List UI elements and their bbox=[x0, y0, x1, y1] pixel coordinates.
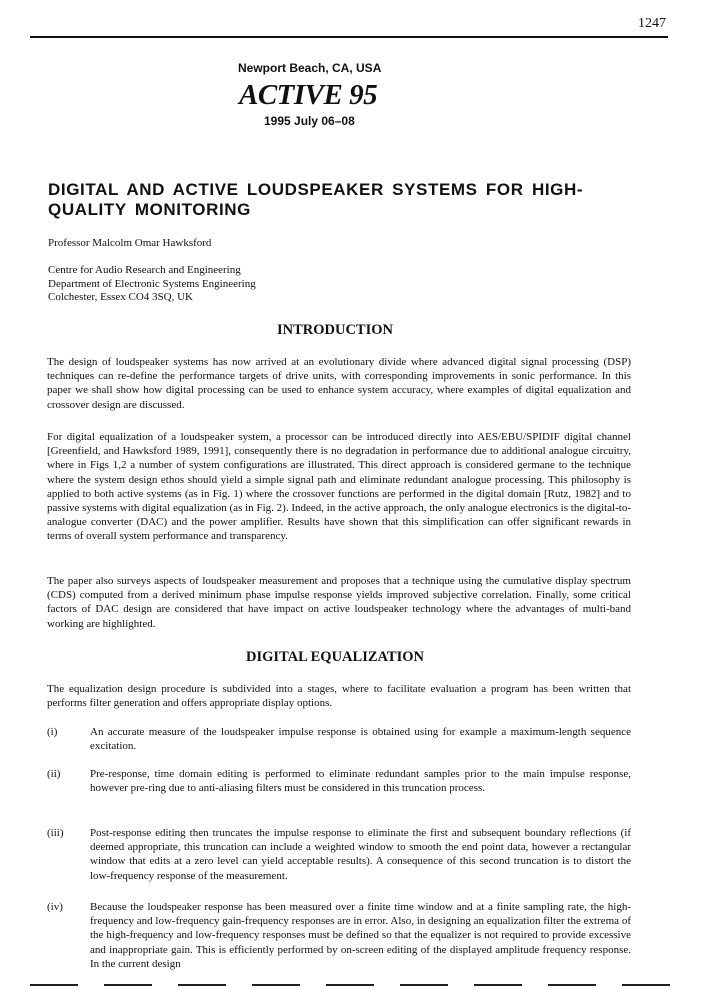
conference-venue: Newport Beach, CA, USA bbox=[238, 61, 382, 75]
paragraph: The paper also surveys aspects of loudspeaker measurement and proposes that a technique using the cumulative display spectrum (CDS) computed from a derived minimum phase impulse response yields improved subjective correlation. Finally, some critical factors of DAC design are considered that have impact on active loudspeaker technology where the advantages of multi-band working are highlighted. bbox=[47, 575, 631, 630]
conference-dates: 1995 July 06–08 bbox=[264, 114, 355, 128]
page-number: 1247 bbox=[638, 16, 666, 31]
author-affiliation bbox=[48, 264, 256, 305]
affiliation-line: Colchester, Essex CO4 3SQ, UK bbox=[48, 291, 193, 303]
footer-dashed-rule bbox=[30, 984, 670, 986]
list-item-text: Post-response editing then truncates the impulse response to eliminate the first and subsequent boundary reflections (if deemed appropriate, this truncation can include a weighted window to smooth the end point data, however a rectangular window that edits at a zero level can yield acceptable results). A consequence of this second truncation is to distort the low-frequency response of the measurement. bbox=[90, 827, 631, 882]
section-heading-introduction: INTRODUCTION bbox=[276, 322, 393, 338]
list-item-number: (iii) bbox=[47, 827, 64, 839]
affiliation-line: Department of Electronic Systems Engineering bbox=[48, 277, 256, 290]
list-item-text: Because the loudspeaker response has been measured over a finite time window and at a finite sampling rate, the high-frequency and low-frequency gain-frequency responses are in error. Also, in designing an equalization filter the extrema of the high-frequency and low-frequency responses must be defined so that the equalizer is not required to provide excessive and inappropriate gain. This is efficiently performed by on-screen editing of the displayed amplitude frequency response. In the current design bbox=[90, 901, 631, 970]
list-item-number: (ii) bbox=[47, 768, 61, 780]
header-rule bbox=[30, 36, 668, 38]
list-item-text: Pre-response, time domain editing is performed to eliminate redundant samples prior to the main impulse response, however pre-ring due to anti-aliasing filters must be considered in this truncation process. bbox=[90, 768, 631, 795]
paragraph: For digital equalization of a loudspeaker system, a processor can be introduced directly into AES/EBU/SPIDIF digital channel [Greenfield, and Hawksford 1989, 1991], consequently there is no degradation in performance due to additional analogue circuitry, where in Figs 1,2 a number of system configurations are illustrated. This direct approach is considered germane to the technique where the system design ethos should yield a simple signal path and eliminate redundant analogue processing. This philosophy is applied to both active systems (as in Fig. 1) where the crossover functions are performed in the digital domain [Rutz, 1982] and to passive systems with digital equalization (as in Fig. 2). Indeed, in the active approach, the only analogue electronics is the digital-to-analogue converter (DAC) and the power amplifier. Results have shown that this simplification can offer significant rewards in terms of overall system performance and transparency. bbox=[47, 431, 631, 543]
paper-title: DIGITAL AND ACTIVE LOUDSPEAKER SYSTEMS FOR HIGH-QUALITY MONITORING bbox=[48, 180, 584, 219]
list-item-number: (iv) bbox=[47, 901, 63, 913]
affiliation-line: Centre for Audio Research and Engineering bbox=[48, 264, 241, 276]
conference-name: ACTIVE 95 bbox=[239, 79, 378, 111]
list-item-text: An accurate measure of the loudspeaker impulse response is obtained using for example a maximum-length sequence excitation. bbox=[90, 726, 631, 753]
paragraph: The equalization design procedure is subdivided into a stages, where to facilitate evaluation a program has been written that performs filter generation and offers appropriate display options. bbox=[47, 683, 631, 710]
author-name: Professor Malcolm Omar Hawksford bbox=[48, 237, 212, 249]
list-item-number: (i) bbox=[47, 726, 58, 738]
paragraph: The design of loudspeaker systems has now arrived at an evolutionary divide where advanced digital signal processing (DSP) techniques can re-define the performance targets of drive units, with corresponding improvements in sonic performance. In this paper we shall show how digital processing can be used to enhance system accuracy, where examples of digital equalization and crossover design are discussed. bbox=[47, 356, 631, 411]
section-heading-digital-equalization: DIGITAL EQUALIZATION bbox=[246, 649, 424, 665]
